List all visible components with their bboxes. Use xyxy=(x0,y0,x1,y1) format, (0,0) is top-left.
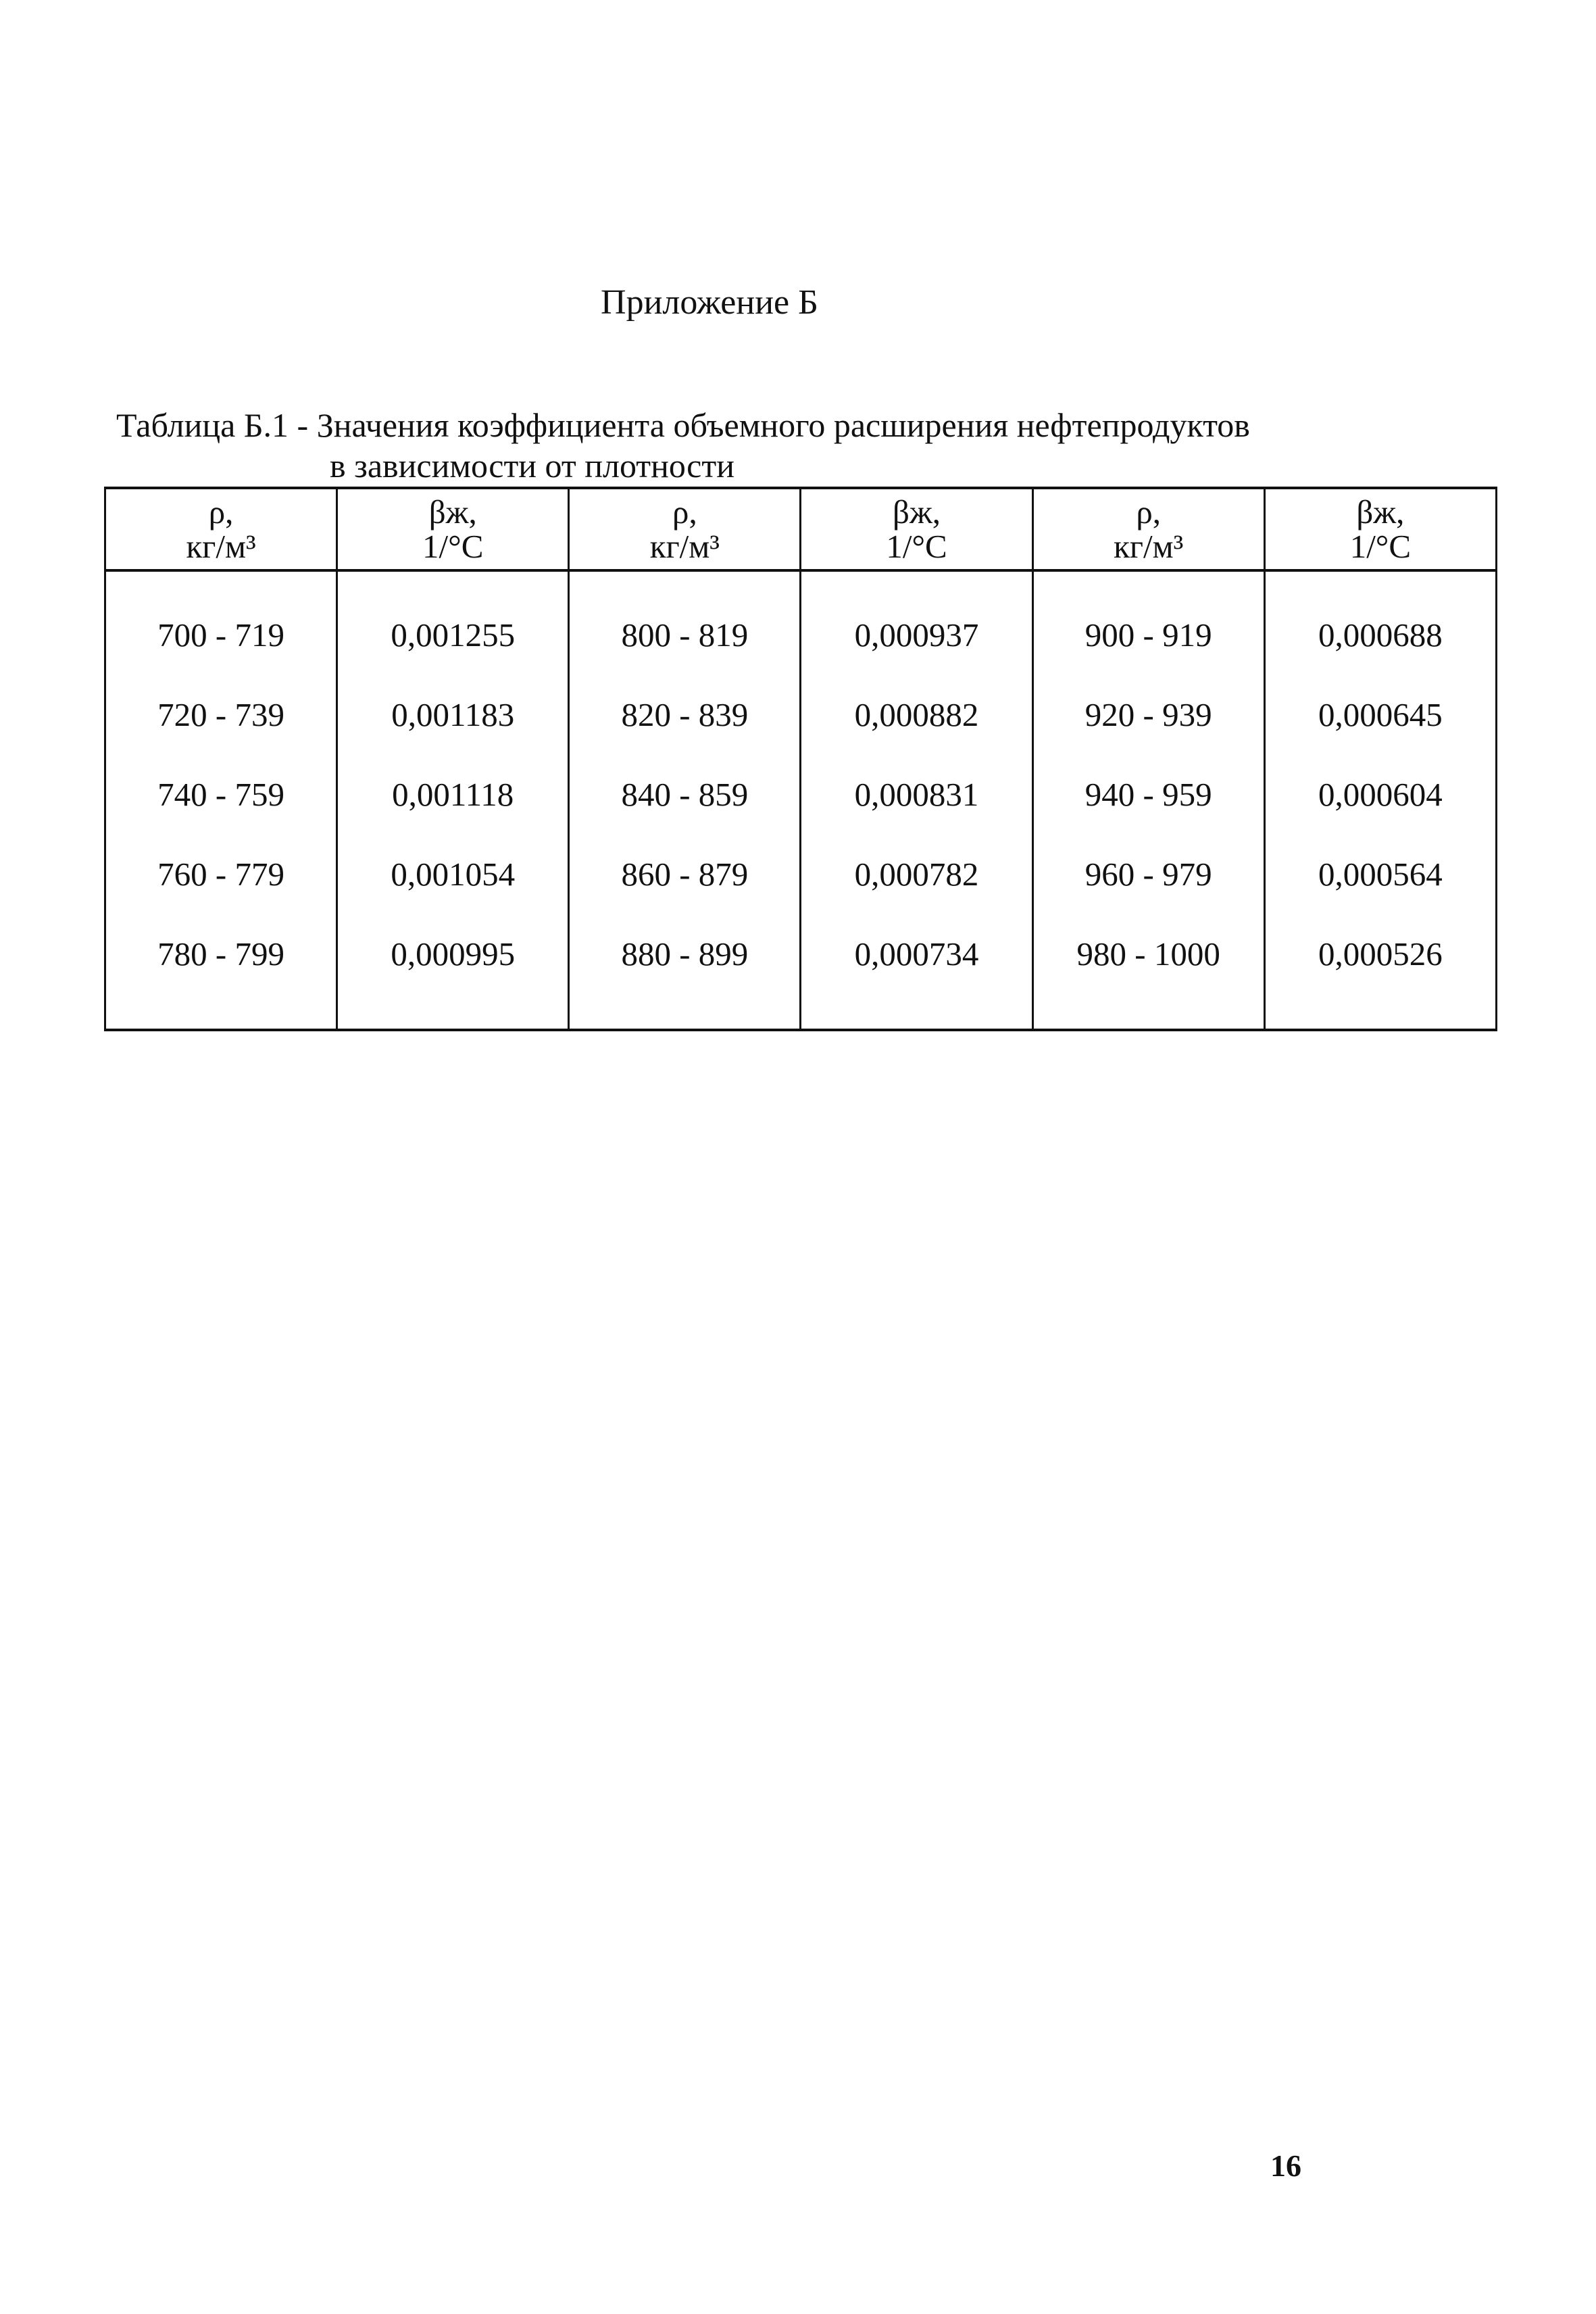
header-density-1 xyxy=(105,488,337,570)
header-symbol: ρ, xyxy=(208,493,234,531)
table-cell: 700 - 719 xyxy=(105,570,337,674)
table-cell: 0,000882 xyxy=(801,674,1032,754)
header-unit: кг/м³ xyxy=(1114,528,1184,565)
table-cell: 0,000995 xyxy=(337,914,569,1030)
table-row xyxy=(105,754,1497,834)
header-density-3 xyxy=(1032,488,1264,570)
table-cell: 0,001183 xyxy=(337,674,569,754)
table-cell: 0,000645 xyxy=(1264,674,1496,754)
table-cell: 860 - 879 xyxy=(569,834,801,914)
table-row xyxy=(105,570,1497,674)
header-symbol: βж, xyxy=(428,493,477,531)
header-coefficient-3 xyxy=(1264,488,1496,570)
table-header-row xyxy=(105,488,1497,570)
header-density-2 xyxy=(569,488,801,570)
header-coefficient-2 xyxy=(801,488,1032,570)
expansion-coefficient-table xyxy=(104,487,1497,1031)
header-unit: 1/°С xyxy=(1349,528,1412,565)
table-cell: 980 - 1000 xyxy=(1032,914,1264,1030)
header-symbol: βж, xyxy=(1356,493,1405,531)
table-row xyxy=(105,834,1497,914)
header-unit: 1/°С xyxy=(886,528,947,565)
table-cell: 720 - 739 xyxy=(105,674,337,754)
table-cell: 840 - 859 xyxy=(569,754,801,834)
table-cell: 960 - 979 xyxy=(1032,834,1264,914)
header-symbol: ρ, xyxy=(672,493,697,531)
table-cell: 900 - 919 xyxy=(1032,570,1264,674)
table-cell: 940 - 959 xyxy=(1032,754,1264,834)
table-cell: 760 - 779 xyxy=(105,834,337,914)
table-cell: 780 - 799 xyxy=(105,914,337,1030)
table-row xyxy=(105,674,1497,754)
table-cell: 0,000734 xyxy=(801,914,1032,1030)
table-cell: 0,000782 xyxy=(801,834,1032,914)
table-cell: 0,000688 xyxy=(1264,570,1496,674)
appendix-title: Приложение Б xyxy=(601,283,818,322)
header-coefficient-1 xyxy=(337,488,569,570)
header-symbol: βж, xyxy=(893,493,941,531)
table-cell: 820 - 839 xyxy=(569,674,801,754)
page-number: 16 xyxy=(1270,2148,1301,2183)
table-cell: 0,000564 xyxy=(1264,834,1496,914)
table-cell: 0,001054 xyxy=(337,834,569,914)
table-cell: 0,000831 xyxy=(801,754,1032,834)
table-cell: 0,000937 xyxy=(801,570,1032,674)
table-cell: 0,000604 xyxy=(1264,754,1496,834)
header-symbol: ρ, xyxy=(1136,493,1162,531)
table-cell: 0,001255 xyxy=(337,570,569,674)
table-cell: 800 - 819 xyxy=(569,570,801,674)
table-cell: 740 - 759 xyxy=(105,754,337,834)
table-caption-line-1: Таблица Б.1 - Значения коэффициента объемного расширения нефтепродуктов xyxy=(116,406,1250,444)
table-cell: 880 - 899 xyxy=(569,914,801,1030)
table-caption-line-2: в зависимости от плотности xyxy=(330,447,734,485)
table-cell: 0,000526 xyxy=(1264,914,1496,1030)
table-row xyxy=(105,914,1497,1030)
table-cell: 920 - 939 xyxy=(1032,674,1264,754)
table-cell: 0,001118 xyxy=(337,754,569,834)
header-unit: кг/м³ xyxy=(186,528,256,565)
header-unit: 1/°С xyxy=(422,528,484,565)
header-unit: кг/м³ xyxy=(649,528,720,565)
